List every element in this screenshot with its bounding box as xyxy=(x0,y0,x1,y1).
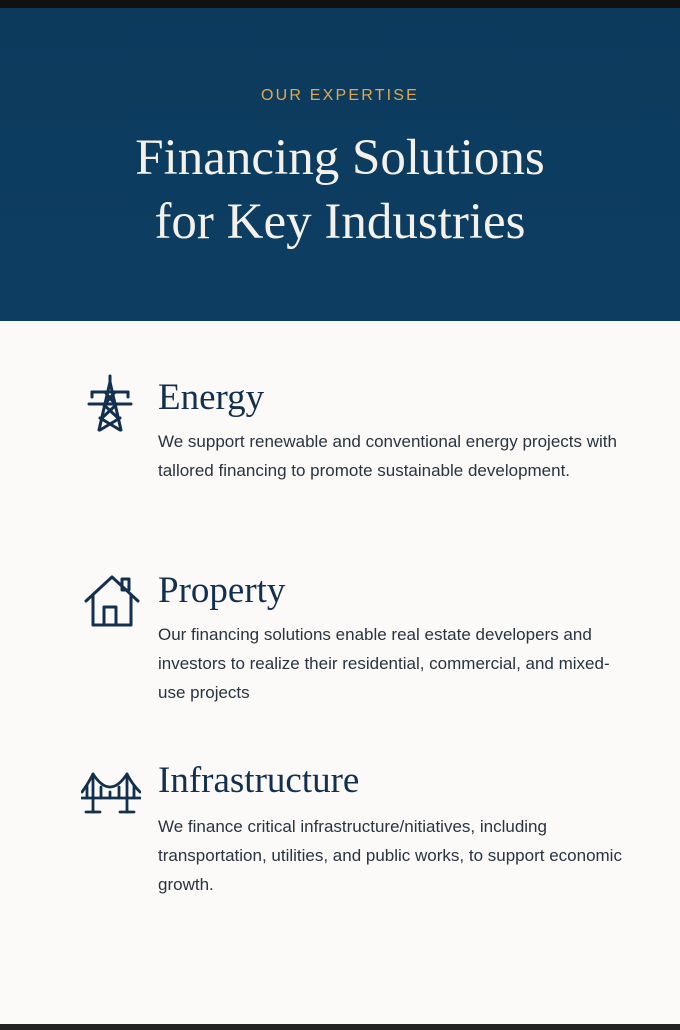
page-title-line-1: Financing Solutions xyxy=(135,130,545,186)
page-title xyxy=(0,126,680,254)
top-border xyxy=(0,0,680,8)
page-title-line-2: for Key Industries xyxy=(154,194,526,250)
industry-title: Energy xyxy=(158,377,265,418)
section-eyebrow: OUR EXPERTISE xyxy=(260,87,420,104)
hero-banner xyxy=(0,8,680,321)
industry-description: Our financing solutions enable real estate developers and investors to realize their residential, commercial, and mixed-use projects xyxy=(158,625,610,702)
industry-title: Property xyxy=(158,570,286,611)
industry-title: Infrastructure xyxy=(158,760,360,801)
house-icon xyxy=(82,571,142,631)
power-tower-icon xyxy=(80,372,140,432)
bridge-icon xyxy=(81,760,141,820)
bottom-border xyxy=(0,1024,680,1030)
industry-description: We support renewable and conventional energy projects with tallored financing to promote sustainable development. xyxy=(158,432,617,480)
industry-description: We finance critical infrastructure/nitiatives, including transportation, utilities, and public works, to support economic growth. xyxy=(158,817,622,894)
